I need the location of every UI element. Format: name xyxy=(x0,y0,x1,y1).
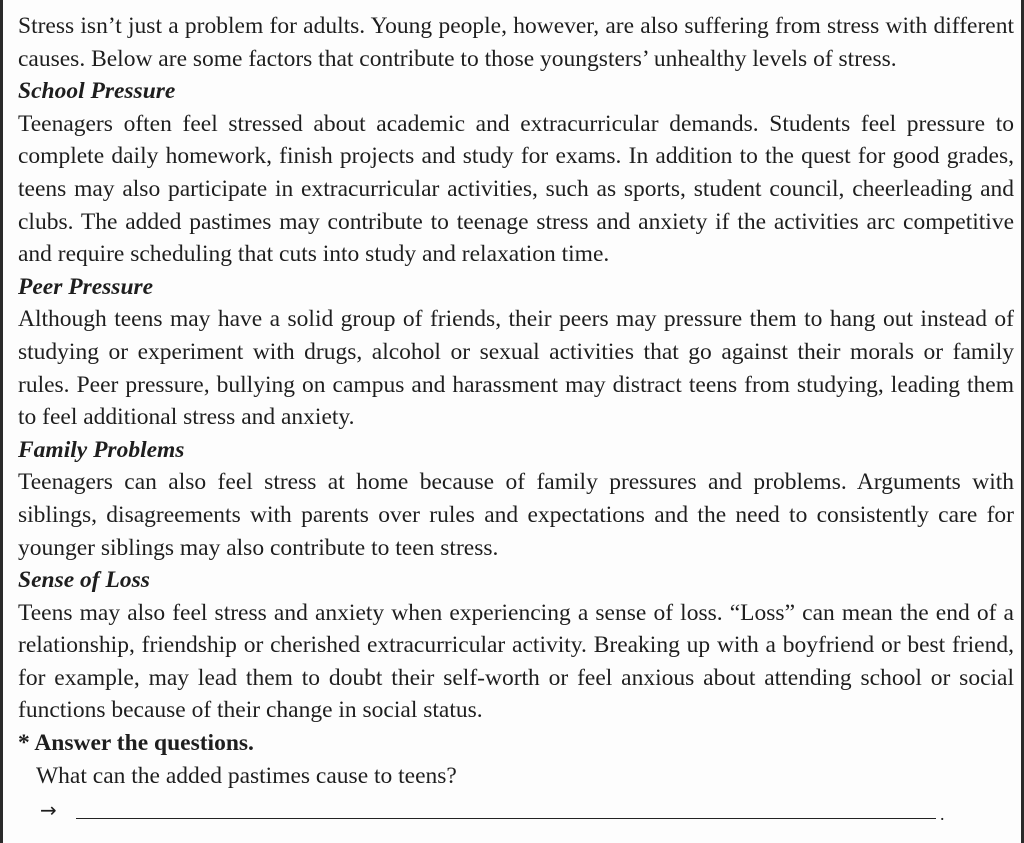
worksheet-content xyxy=(18,10,1014,828)
task-instruction: * Answer the questions. xyxy=(18,730,254,757)
intro-paragraph: Stress isn’t just a problem for adults. Young people, however, are also suffering from stress with different causes. Below are some factors that contribute to those youngsters’ unhealthy levels of stress. xyxy=(18,13,1014,72)
arrow-right-icon: → xyxy=(40,798,57,823)
paragraph-peer-pressure: Although teens may have a solid group of friends, their peers may pressure them to hang out instead of studying or experiment with drugs, alcohol or sexual activities that go against their morals or family rules. Peer pressure, bullying on campus and harassment may distract teens from studying, leading them to feel additional stress and anxiety. xyxy=(18,306,1014,431)
heading-sense-of-loss: Sense of Loss xyxy=(18,567,150,594)
answer-line[interactable] xyxy=(76,818,936,819)
paragraph-school-pressure: Teenagers often feel stressed about academic and extracurricular demands. Students feel pressure to complete daily homework, finish projects and study for exams. In addition to the quest for good grades, teens may also participate in extracurricular activities, such as sports, student council, cheerleading and clubs. The added pastimes may contribute to teenage stress and anxiety if the activities arc competitive and require scheduling that cuts into study and relaxation time. xyxy=(18,110,1014,268)
answer-row xyxy=(36,792,1014,828)
paragraph-sense-of-loss: Teens may also feel stress and anxiety when experiencing a sense of loss. “Loss” can mean the end of a relationship, friendship or cherished extracurricular activity. Breaking up with a boyfriend or best friend, for example, may lead them to doubt their self-worth or feel anxious about attending school or social functions because of their change in social status. xyxy=(18,599,1014,724)
heading-school-pressure: School Pressure xyxy=(18,78,176,105)
heading-peer-pressure: Peer Pressure xyxy=(18,273,154,300)
heading-family-problems: Family Problems xyxy=(18,436,185,463)
answer-line-end: . xyxy=(940,804,945,825)
question-text: What can the added pastimes cause to teens? xyxy=(36,762,457,789)
paragraph-family-problems: Teenagers can also feel stress at home because of family pressures and problems. Arguments with siblings, disagreements with parents over rules and expectations and the need to consistently care for younger siblings may also contribute to teen stress. xyxy=(18,469,1014,561)
